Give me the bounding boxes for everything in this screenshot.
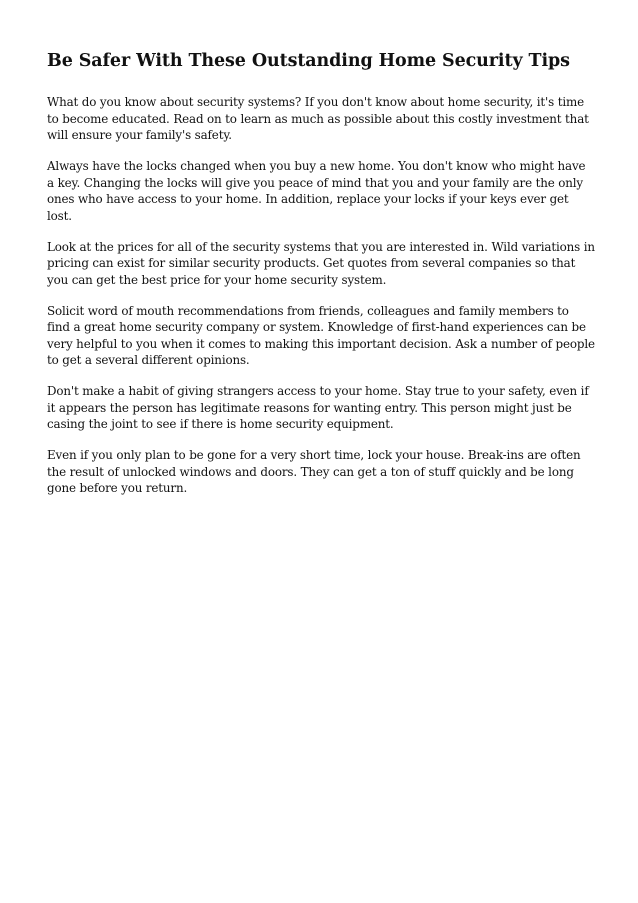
paragraph-lock-house: Even if you only plan to be gone for a very short time, lock your house. Break-ins are often the result of unlocked windows and doors. They can get a ton of stuff quickly and be long gone before you return. <box>47 448 581 495</box>
document-title: Be Safer With These Outstanding Home Security Tips <box>47 51 570 71</box>
paragraph-compare-prices: Look at the prices for all of the security systems that you are interested in. Wild variations in pricing can exist for similar security products. Get quotes from several companies so that you can get the best price for your home security system. <box>47 239 595 287</box>
paragraph-change-locks: Always have the locks changed when you buy a new home. You don't know who might have a key. Changing the locks will give you peace of mind that you and your family are the only ones who have access to your home. In addition, replace your locks if your keys ever get lost. <box>47 159 586 223</box>
paragraph-recommendations: Solicit word of mouth recommendations from friends, colleagues and family members to find a great home security company or system. Knowledge of first-hand experiences can be very helpful to you when it comes to making this important decision. Ask a number of people to get a several different opinions. <box>47 303 595 367</box>
document-page <box>47 48 595 511</box>
paragraph-intro: What do you know about security systems? If you don't know about home security, it's time to become educated. Read on to learn as much as possible about this costly investment that will ensure your family's safety. <box>47 95 589 142</box>
paragraph-strangers: Don't make a habit of giving strangers access to your home. Stay true to your safety, even if it appears the person has legitimate reasons for wanting entry. This person might just be casing the joint to see if there is home security equipment. <box>47 384 589 431</box>
